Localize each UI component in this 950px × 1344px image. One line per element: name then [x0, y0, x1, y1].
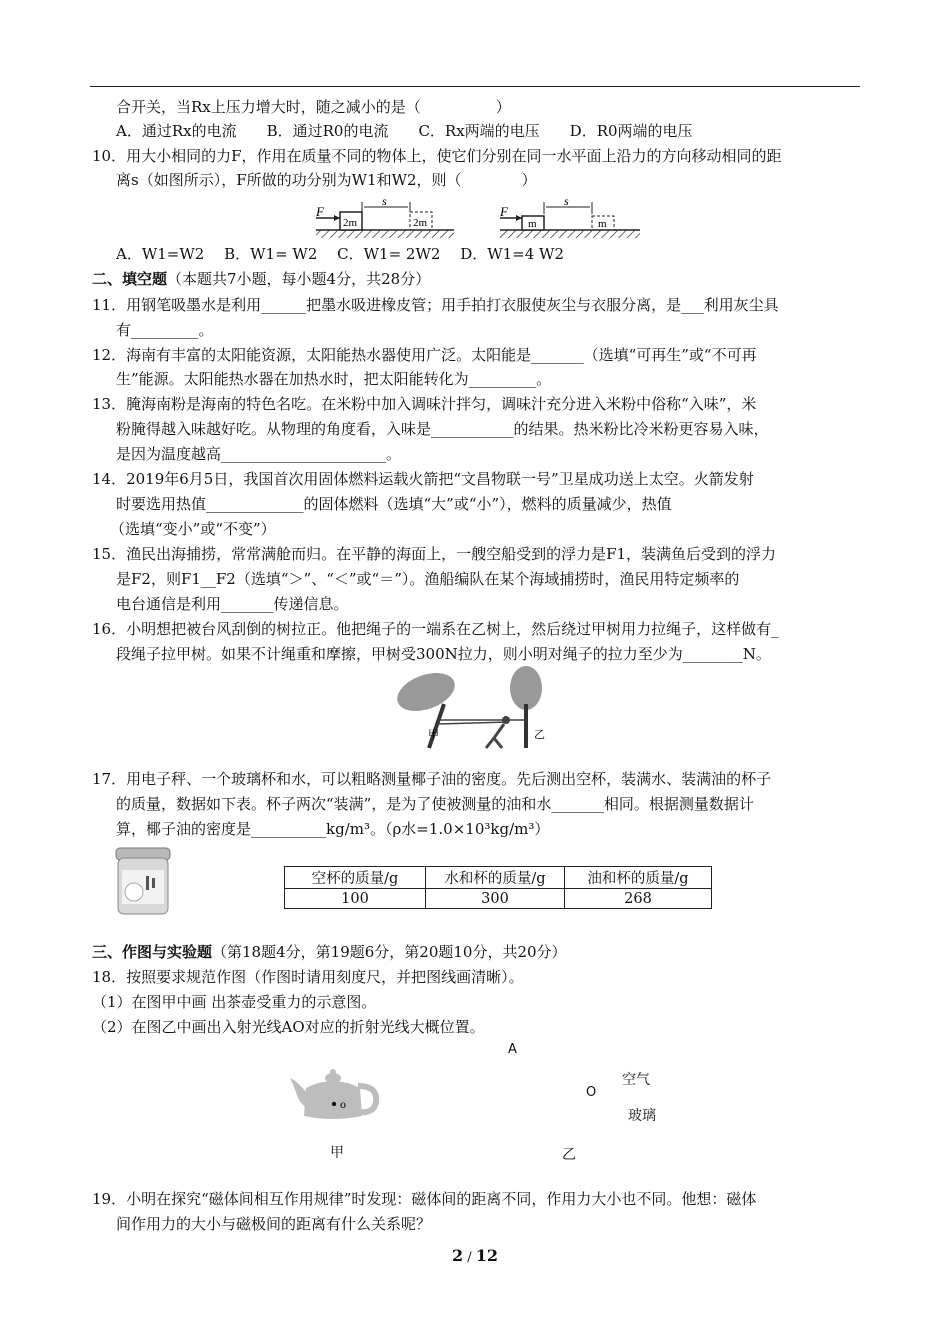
table-cell: 300 [426, 889, 565, 909]
table-header-cell: 空杯的质量/g [285, 867, 426, 889]
table-header-row [285, 867, 712, 889]
q16-text-line1: 16．小明想把被台风刮倒的树拉正。他把绳子的一端系在乙树上，然后绕过甲树用力拉绳子，这样做有_ [92, 620, 779, 638]
fig-yi-glass-label: 玻璃 [628, 1108, 656, 1124]
page-total: 12 [475, 1246, 499, 1265]
q15-text-line2: 是F2，则F1__F2（选填“＞”、“＜”或“＝”）。渔船编队在某个海域捕捞时，渔民用特定频率的 [116, 570, 740, 588]
q13-text-line2: 粉腌得越入味越好吃。从物理的角度看，入味是___________的结果。热米粉比冷米粉更容易入味， [116, 420, 769, 438]
section3-note: （第18题4分，第19题6分，第20题10分，共20分） [212, 943, 567, 961]
q16-text-line2: 段绳子拉甲树。如果不计绳重和摩擦，甲树受300N拉力，则小明对绳子的拉力至少为________N。 [116, 645, 771, 663]
q11-text-line2: 有_________。 [116, 321, 214, 339]
q13-text-line1: 13．腌海南粉是海南的特色名吃。在米粉中加入调味汁拌匀，调味汁充分进入米粉中俗称“入味”，米 [92, 395, 757, 413]
q18-part1: （1）在图甲中画 出茶壶受重力的示意图。 [92, 993, 377, 1011]
table-cell: 268 [565, 889, 712, 909]
q14-text-line3: （选填“变小”或“不变”） [110, 520, 276, 538]
q15-text-line1: 15．渔民出海捕捞，常常满舱而归。在平静的海面上，一艘空船受到的浮力是F1，装满鱼后受到的浮力 [92, 545, 777, 563]
page-number [0, 1246, 950, 1265]
fig-yi-caption: 乙 [562, 1147, 576, 1163]
table-cell: 100 [285, 889, 426, 909]
section2-note: （本题共7小题，每小题4分，共28分） [167, 270, 431, 288]
q11-text-line1: 11．用钢笔吸墨水是利用______把墨水吸进橡皮管；用手拍打衣服使灰尘与衣服分离，是___利用灰尘具 [92, 296, 779, 314]
section3-title: 三、作图与实验题 [92, 943, 213, 961]
fig10-s-label-1: s [382, 194, 387, 208]
mass-data-table [284, 866, 712, 909]
fig10-block-label-1: 2m [343, 217, 358, 229]
fig10-f-label-1: F [316, 204, 324, 219]
q16-figure [394, 664, 554, 756]
q10-options: A．W1=W2 B．W1= W2 C．W1= 2W2 D．W1=4 W2 [116, 245, 565, 263]
q13-text-line3: 是因为温度越高______________________。 [116, 445, 402, 463]
fig10-s-label-2: s [564, 194, 569, 208]
q18-text: 18．按照要求规范作图（作图时请用刻度尺，并把图线画清晰）。 [92, 968, 524, 986]
q19-text-line1: 19．小明在探究“磁体间相互作用规律”时发现：磁体间的距离不同，作用力大小也不同。他想：磁体 [92, 1190, 757, 1208]
q9-text-line: 合开关，当Rx上压力增大时，随之减小的是（ ） [116, 98, 511, 116]
fig-yi-point-a: A [508, 1042, 517, 1057]
q10-figure [314, 194, 644, 242]
q17-text-line1: 17．用电子秤、一个玻璃杯和水，可以粗略测量椰子油的密度。先后测出空杯，装满水、装满油的杯子 [92, 770, 772, 788]
section2-heading [92, 269, 430, 289]
fig-yi-air-label: 空气 [622, 1072, 650, 1088]
q15-text-line3: 电台通信是利用_______传递信息。 [116, 595, 349, 613]
fig10-ghost-label-2: m [598, 218, 607, 230]
fig10-block-label-2: m [528, 218, 537, 230]
section2-title: 二、填空题 [92, 270, 168, 288]
q10-text-line2: 离s（如图所示），F所做的功分别为W1和W2，则（ ） [116, 171, 537, 189]
q9-options: A．通过Rx的电流 B．通过R0的电流 C．Rx两端的电压 D．R0两端的电压 [116, 122, 693, 140]
q19-text-line2: 间作用力的大小与磁极间的距离有什么关系呢？ [116, 1215, 432, 1233]
q18-part2: （2）在图乙中画出入射光线AO对应的折射光线大概位置。 [92, 1018, 485, 1036]
table-header-cell: 油和杯的质量/g [565, 867, 712, 889]
table-row [285, 889, 712, 909]
fig10-f-label-2: F [500, 204, 508, 219]
fig-jia-caption: 甲 [330, 1145, 344, 1161]
q17-text-line3: 算，椰子油的密度是__________kg/m³。（ρ水=1.0×10³kg/m³） [116, 820, 550, 838]
teapot-figure [286, 1064, 380, 1124]
fig-yi-point-o: O [586, 1085, 597, 1100]
header-rule [90, 86, 860, 87]
q14-text-line2: 时要选用热值_____________的固体燃料（选填“大”或“小”），燃料的质量减少，热值 [116, 495, 672, 513]
page-separator: / [463, 1250, 476, 1265]
teapot-center-label: o [340, 1100, 347, 1111]
q14-text-line1: 14．2019年6月5日，我国首次用固体燃料运载火箭把“文昌物联一号”卫星成功送上太空。火箭发射 [92, 470, 754, 488]
fig10-ghost-label-1: 2m [413, 217, 428, 229]
table-header-cell: 水和杯的质量/g [426, 867, 565, 889]
q17-text-line2: 的质量，数据如下表。杯子两次“装满”，是为了使被测量的油和水_______相同。根据测量数据计 [116, 795, 754, 813]
coconut-oil-jar-image [112, 842, 174, 918]
q10-text-line1: 10．用大小相同的力F，作用在质量不同的物体上，使它们分别在同一水平面上沿力的方向移动相同的距 [92, 147, 782, 165]
q12-text-line1: 12．海南有丰富的太阳能资源，太阳能热水器使用广泛。太阳能是_______（选填“可再生”或“不可再 [92, 346, 757, 364]
fig16-jia-label: 甲 [428, 728, 439, 741]
q12-text-line2: 生”能源。太阳能热水器在加热水时，把太阳能转化为_________。 [116, 370, 552, 388]
page-current: 2 [451, 1246, 464, 1265]
fig16-yi-label: 乙 [534, 728, 545, 741]
section3-heading [92, 942, 567, 962]
